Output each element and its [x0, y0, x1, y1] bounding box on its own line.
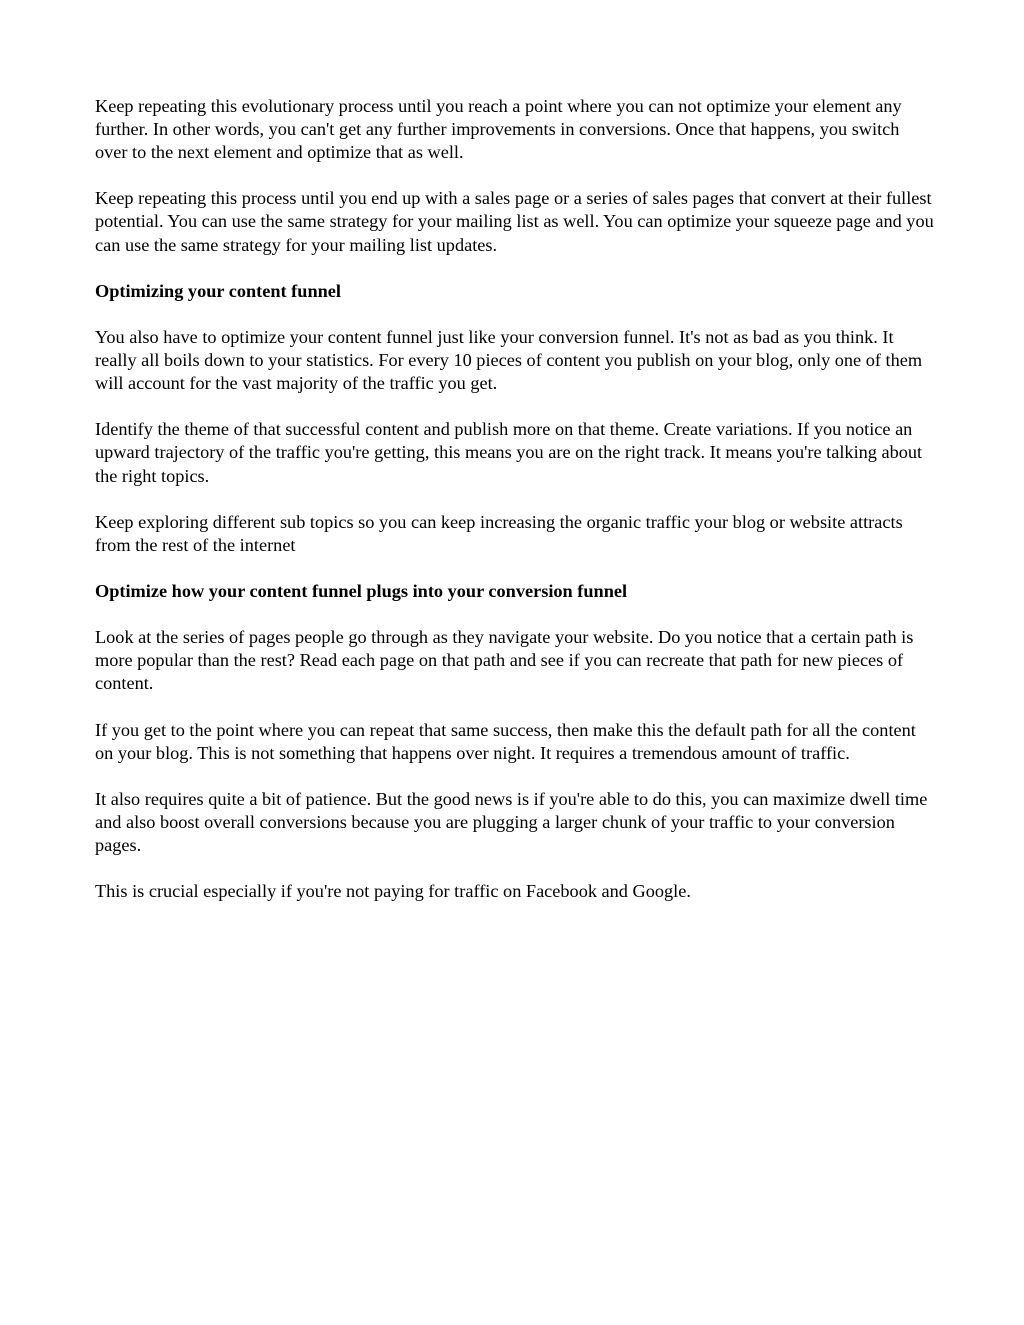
paragraph: It also requires quite a bit of patience. But the good news is if you're able to do this, you can maximize dwell time and also boost overall conversions because you are plugging a larger chunk of your traffic to your conversion pages.	[95, 788, 928, 855]
paragraph: Keep repeating this process until you end up with a sales page or a series of sales pages that convert at their fullest potential. You can use the same strategy for your mailing list as well. You can optimize your squeeze page and you can use the same strategy for your mailing list updates.	[95, 188, 934, 255]
paragraph: Look at the series of pages people go through as they navigate your website. Do you notice that a certain path is more popular than the rest? Read each page on that path and see if you can recreate that path for new pieces of content.	[95, 627, 914, 694]
paragraph: Keep exploring different sub topics so you can keep increasing the organic traffic your blog or website attracts from the rest of the internet	[95, 511, 903, 555]
document-page	[95, 95, 935, 926]
paragraph: Identify the theme of that successful content and publish more on that theme. Create variations. If you notice an upward trajectory of the traffic you're getting, this means you are on the right track. It means you're talking about the right topics.	[95, 419, 923, 486]
paragraph: You also have to optimize your content funnel just like your conversion funnel. It's not as bad as you think. It really all boils down to your statistics. For every 10 pieces of content you publish on your blog, only one of them will account for the vast majority of the traffic you get.	[95, 326, 923, 394]
paragraph: Keep repeating this evolutionary process until you reach a point where you can not optimize your element any further. In other words, you can't get any further improvements in conversions. Once that happens, you switch over to the next element and optimize that as well.	[95, 96, 902, 163]
section-heading: Optimizing your content funnel	[95, 280, 341, 301]
paragraph: This is crucial especially if you're not paying for traffic on Facebook and Google.	[95, 881, 691, 902]
section-heading: Optimize how your content funnel plugs into your conversion funnel	[95, 580, 628, 601]
paragraph: If you get to the point where you can repeat that same success, then make this the default path for all the content on your blog. This is not something that happens over night. It requires a tremendous amount of traffic.	[95, 719, 916, 763]
